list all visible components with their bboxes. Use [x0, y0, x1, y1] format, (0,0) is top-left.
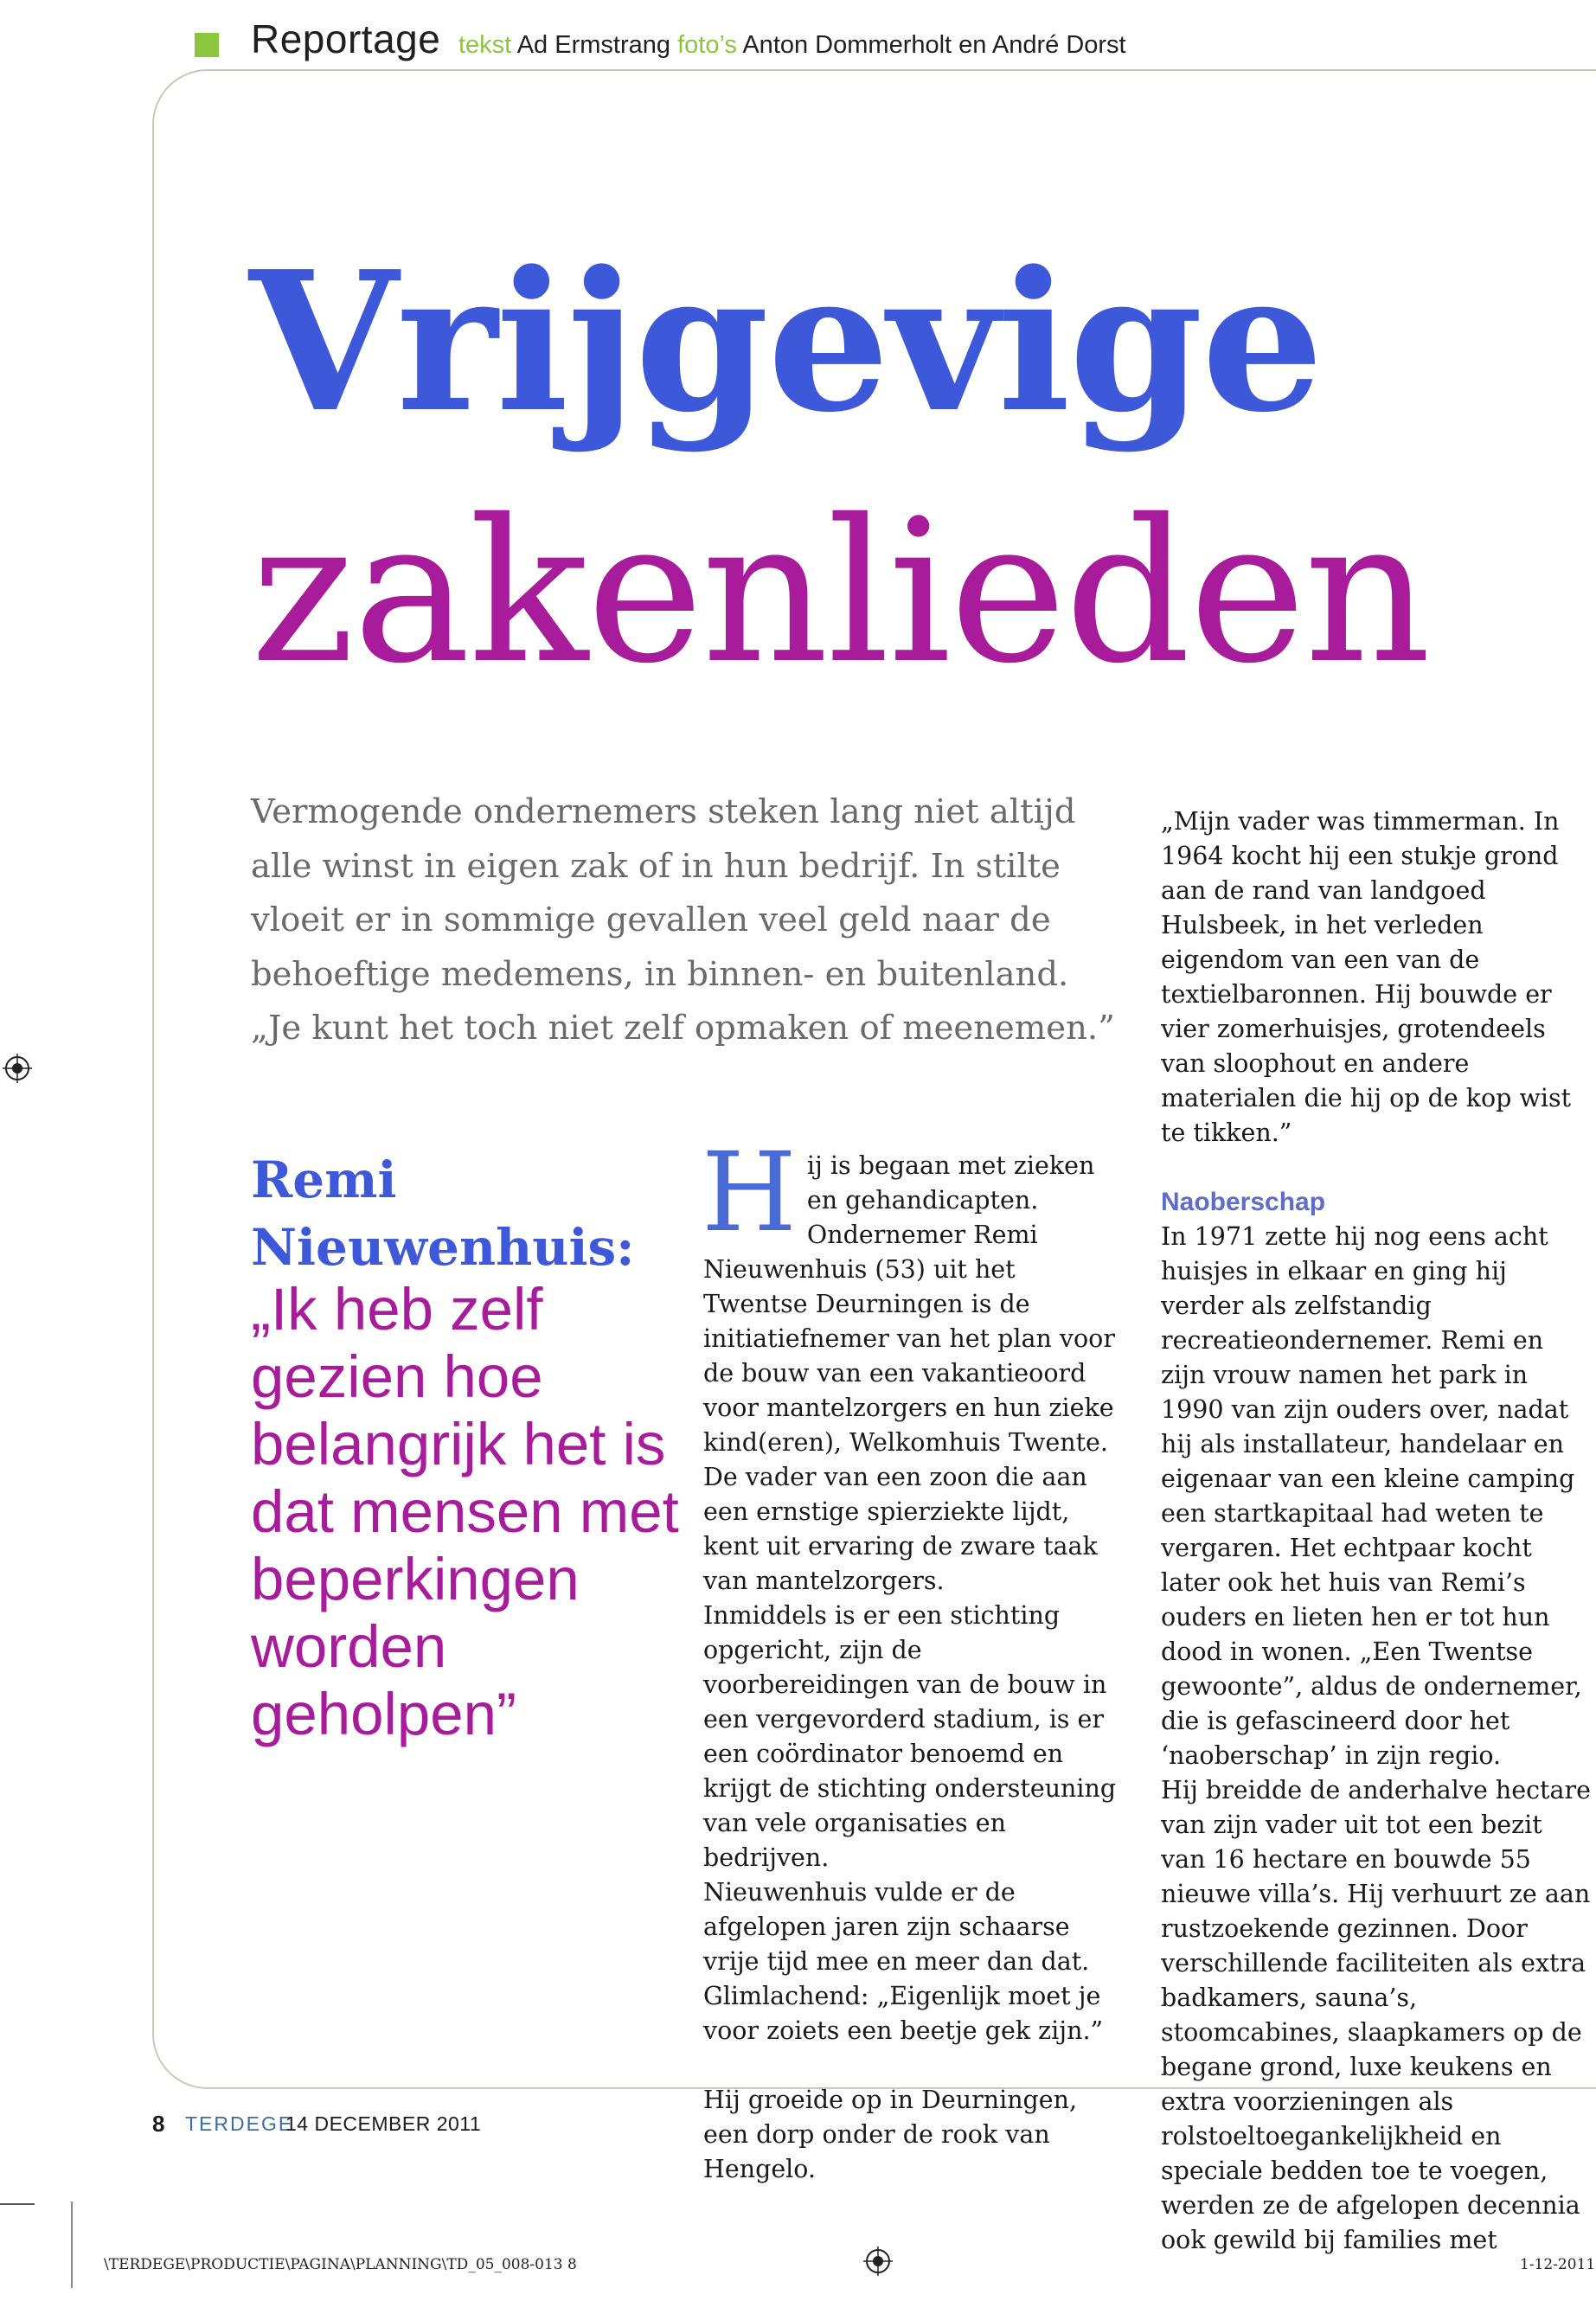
section-label: Reportage [251, 16, 441, 61]
registration-mark-icon [3, 1054, 32, 1083]
section-marker-square [195, 33, 219, 57]
credit-photographers: Anton Dommerholt en André Dorst [742, 31, 1126, 59]
body-paragraph: Nieuwenhuis vulde er de afgelopen jaren zijn schaarse vrije tijd mee en meer dan dat. Glimlachend: „Eigenlijk moet je voor zoiets een beetje gek zijn.” [703, 1878, 1104, 2045]
slug-file-path: \TERDEGE\PRODUCTIE\PAGINA\PLANNING\TD_05_008-013 8 [104, 2256, 577, 2273]
credits-line [458, 31, 1126, 60]
body-column-right [1161, 804, 1593, 2258]
body-column-left [702, 1129, 1125, 2187]
body-paragraph: „Mijn vader was timmerman. In 1964 kocht hij een stukje grond aan de rand van landgoed Hulsbeek, in het verleden eigendom van een van de textielbaronnen. Hij bouwde er vier zomerhuisjes, grotendeels van sloophout en andere materialen die hij op de kop wist te tikken.” [1161, 807, 1572, 1147]
slug-date: 1-12-2011 [1520, 2256, 1596, 2273]
body-paragraph: In 1971 zette hij nog eens acht huisjes in elkaar en ging hij verder als zelfstandig recreatieondernemer. Remi en zijn vrouw namen het park in 1990 van zijn ouders over, nadat hij als installateur, handelaar en eigenaar van een kleine camping een startkapitaal had weten te vergaren. Het echtpaar kocht later ook het huis van Remi’s ouders en lieten hen er tot hun dood in wonen. „Een Twentse gewoonte”, aldus de ondernemer, die is gefascineerd door het ‘naoberschap’ in zijn regio. [1161, 1222, 1582, 1770]
headline-line-2: zakenlieden [251, 477, 1430, 707]
subheading: Naoberschap [1161, 1188, 1326, 1216]
issue-date: 14 DECEMBER 2011 [285, 2112, 482, 2135]
body-paragraph: De vader van een zoon die aan een ernstige spierziekte lijdt, kent uit ervaring de zware taak van mantelzorgers. [703, 1463, 1098, 1595]
intro-paragraph: Vermogende ondernemers steken lang niet altijd alle winst in eigen zak of in hun bedrijf. In stilte vloeit er in sommige gevallen veel geld naar de behoeftige medemens, in binnen- en buitenland. „Je kunt het toch niet zelf opmaken of meenemen.” [251, 792, 1115, 1048]
headline-line-1: Vrijgevige [249, 230, 1323, 455]
crop-mark [0, 2203, 35, 2205]
credit-text-label: tekst [458, 31, 512, 59]
body-paragraph-text: ij is begaan met zieken en gehandicapten. Ondernemer Remi Nieuwenhuis (53) uit het Twentse Deurningen is de initiatiefnemer van het plan voor de bouw van een vakantieoord voor mantelzorgers en hun zieke kind(eren), Welkomhuis Twente. [703, 1151, 1115, 1457]
credit-photo-label: foto’s [677, 31, 737, 59]
body-paragraph: Hij groeide op in Deurningen, een dorp onder de rook van Hengelo. [703, 2086, 1078, 2183]
drop-cap: H [702, 1129, 797, 1256]
credit-author: Ad Ermstrang [516, 31, 671, 59]
pull-quote-name: Remi Nieuwenhuis: [251, 1150, 635, 1277]
body-paragraph: Inmiddels is er een stichting opgericht, zijn de voorbereidingen van de bouw in een vergevorderd stadium, is er een coördinator benoemd en krijgt de stichting ondersteuning van vele organisaties en bedrijven. [703, 1601, 1117, 1872]
page-number: 8 [152, 2111, 165, 2137]
magazine-name: TERDEGE [185, 2112, 294, 2135]
crop-mark [71, 2202, 73, 2288]
body-paragraph [702, 1129, 1125, 1460]
pull-quote-text: „Ik heb zelf gezien hoe belangrijk het is dat mensen met beperkingen worden geholpen” [251, 1276, 679, 1747]
body-paragraph: Hij breidde de anderhalve hectare van zijn vader uit tot een bezit van 16 hectare en bouwde 55 nieuwe villa’s. Hij verhuurt ze aan rustzoekende gezinnen. Door verschillende faciliteiten als extra badkamers, sauna’s, stoomcabines, slaapkamers op de begane grond, luxe keukens en extra voorzieningen als rolstoeltoegankelijkheid en speciale bedden toe te voegen, werden ze de afgelopen decennia ook gewild bij families met [1161, 1776, 1591, 2254]
registration-mark-icon [863, 2247, 893, 2276]
